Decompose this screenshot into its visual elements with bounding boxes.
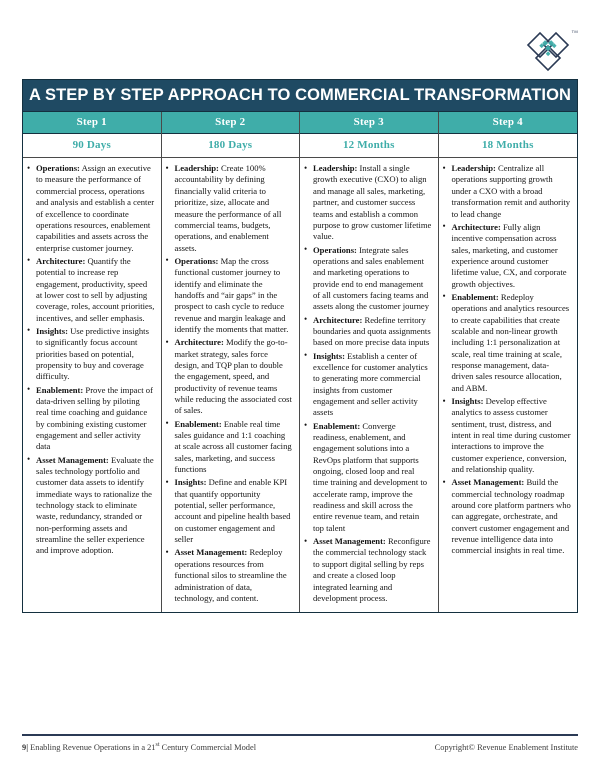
list-item [304,421,432,534]
footer-ordinal-suffix: st [155,742,160,749]
step-timeframe-3: 12 Months [300,134,438,158]
transformation-roadmap-table [22,79,578,613]
item-label: Insights: [313,350,345,361]
list-item [443,222,572,290]
item-label: Insights: [451,396,484,407]
page-number: 9| [22,743,29,752]
list-item [27,163,155,254]
item-text: Converge readiness, enablement, and engagement solutions into a RevOps platform that supports ongoing, closed loop and real time training and development to accelerate ramp, improve the readiness and skill across the entire revenue team, and retain top talent [313,420,428,533]
item-label: Architecture: [313,314,363,325]
column-step-1 [23,112,162,612]
step-header-1: Step 1 [23,112,161,134]
list-item [304,245,432,313]
item-text: Assign an executive to measure the performance of commercial process, operations and analysis and establish a center of excellence to coordinate operations resources, enablement capabilities and assets across the enterprise customer journey. [36,163,155,253]
item-label: Enablement: [36,384,84,395]
column-step-2 [162,112,301,612]
item-list-3 [304,163,432,604]
column-body-3 [300,158,438,612]
footer-document-title-end: Century Commercial Model [159,743,257,752]
item-text: Create 100% accountability by defining financially valid criteria to prioritize, size, allocate and measure the performance of all commercial teams, budgets, operations, and enablement assets. [174,163,282,253]
step-header-2: Step 2 [162,112,300,134]
list-item [27,455,155,557]
item-list-1 [27,163,155,557]
column-body-1 [23,158,161,612]
step-timeframe-1: 90 Days [23,134,161,158]
item-label: Architecture: [36,255,86,266]
item-label: Leadership: [313,163,358,174]
item-text: Enable real time sales guidance and 1:1 coaching at scale across all customer facing sales, marketing, and success functions [174,418,292,475]
table-columns [22,112,578,613]
item-label: Architecture: [174,337,224,348]
list-item [27,326,155,383]
list-item [443,396,572,475]
footer-left [22,742,256,752]
item-label: Asset Management: [451,477,525,488]
banner-title: A STEP BY STEP APPROACH TO COMMERCIAL TRANSFORMATION [28,86,572,104]
item-list-4 [443,163,572,557]
column-body-2 [162,158,300,612]
item-text: Define and enable KPI that quantify opportunity potential, seller performance, account and pipeline health based on customer engagement and seller [174,477,291,545]
item-text: Establish a center of excellence for customer analytics to generating more commercial insights from customer engagement and seller activity assets [313,350,428,418]
list-item [304,351,432,419]
page-footer [22,742,578,752]
list-item [304,315,432,349]
item-text: Redeploy operations resources from functional silos to streamline the administration of data, technology, and content. [174,547,287,603]
list-item [166,547,294,604]
list-item [304,536,432,604]
item-label: Insights: [174,477,207,488]
item-label: Asset Management: [36,454,109,465]
column-step-3 [300,112,439,612]
item-text: Redeploy operations and analytics resources to create capabilities that create scalable and non-linear growth including 1:1 personalization at scale, real time training at scale, response management, data-driven sales resource allocation, and ABM. [451,291,570,393]
item-text: Install a single growth executive (CXO) to align and manage all sales, marketing, partner, and customer success teams and establish a common purpose to grow customer lifetime value. [313,163,432,242]
list-item [166,337,294,416]
item-label: Operations: [36,163,80,174]
item-label: Insights: [36,325,68,336]
step-header-4: Step 4 [439,112,578,134]
list-item [443,477,572,556]
item-text: Quantify the potential to increase rep engagement, productivity, speed at lower cost to sell by adjusting coverage, roles, account priorities, incentives, and seller emphasis. [36,255,155,323]
column-body-4 [439,158,578,612]
item-label: Operations: [174,255,219,266]
item-text: Evaluate the sales technology portfolio and customer data assets to identify immediate ways to rationalize the technology stack to eliminate waste, redundancy, stranded or non-performing assets and streamline the seller experience and improve adoption. [36,454,154,556]
list-item [166,419,294,476]
trademark-symbol: TM [571,29,578,34]
item-text: Reconfigure the commercial technology stack to support digital selling by reps and create a closed loop integrated learning and development process. [313,536,431,603]
column-step-4 [439,112,578,612]
item-text: Map the cross functional customer journey to identify and eliminate the handoffs and “air gaps” in the prospect to cash cycle to reduce revenue and margin leakage and identify the moments that matter. [174,255,289,334]
copyright-notice: Copyright© Revenue Enablement Institute [434,743,578,752]
item-text: Develop effective analytics to assess customer sentiment, trust, distress, and intent in real time during customer interactions to improve the customer experience, conversion, and relationship quality. [451,396,571,475]
table-banner [22,79,578,112]
item-text: Redefine territory boundaries and quota assignments based on more precise data inputs [313,314,431,348]
item-label: Enablement: [174,418,222,429]
list-item [27,385,155,453]
list-item [443,163,572,220]
item-label: Operations: [313,244,357,255]
list-item [166,477,294,545]
footer-divider [22,734,578,736]
item-label: Enablement: [451,291,499,302]
item-label: Architecture: [451,221,501,232]
item-label: Asset Management: [313,536,386,547]
list-item [443,292,572,394]
brand-logo [522,27,578,77]
list-item [27,256,155,324]
item-list-2 [166,163,294,604]
list-item [304,163,432,242]
footer-document-title: Enabling Revenue Operations in a 21 [30,743,156,752]
list-item [166,163,294,254]
list-item [166,256,294,335]
item-text: Build the commercial technology roadmap around core platform partners who can aggregate, orchestrate, and convert customer engagement and revenue intelligence data into commercial insights in real time. [451,477,571,556]
diamond-logo-icon [522,27,578,77]
item-text: Use predictive insights to significantly focus account priorities based on potential, propensity to buy and coverage difficulty. [36,325,149,382]
step-timeframe-4: 18 Months [439,134,578,158]
item-text: Fully align incentive compensation across sales, marketing, and customer experience around customer lifetime value, CX, and corporate growth objectives. [451,221,567,289]
item-text: Modify the go-to-market strategy, sales force design, and TQP plan to double the engagement, speed, and productivity of revenue teams while reducing the associated cost of sales. [174,337,292,416]
item-label: Enablement: [313,420,361,431]
item-label: Leadership: [174,163,219,174]
item-text: Centralize all operations supporting growth under a CXO with a broad transformation remit and authority to lead change [451,163,571,219]
step-header-3: Step 3 [300,112,438,134]
item-label: Leadership: [451,163,496,174]
step-timeframe-2: 180 Days [162,134,300,158]
item-text: Integrate sales operations and sales enablement and marketing operations to provide end to end management of all customers facing teams and assets along the customer journey [313,244,429,312]
item-label: Asset Management: [174,547,248,558]
item-text: Prove the impact of data-driven selling by piloting real time coaching and guidance by combining existing customer engagement and seller activity data [36,384,153,452]
